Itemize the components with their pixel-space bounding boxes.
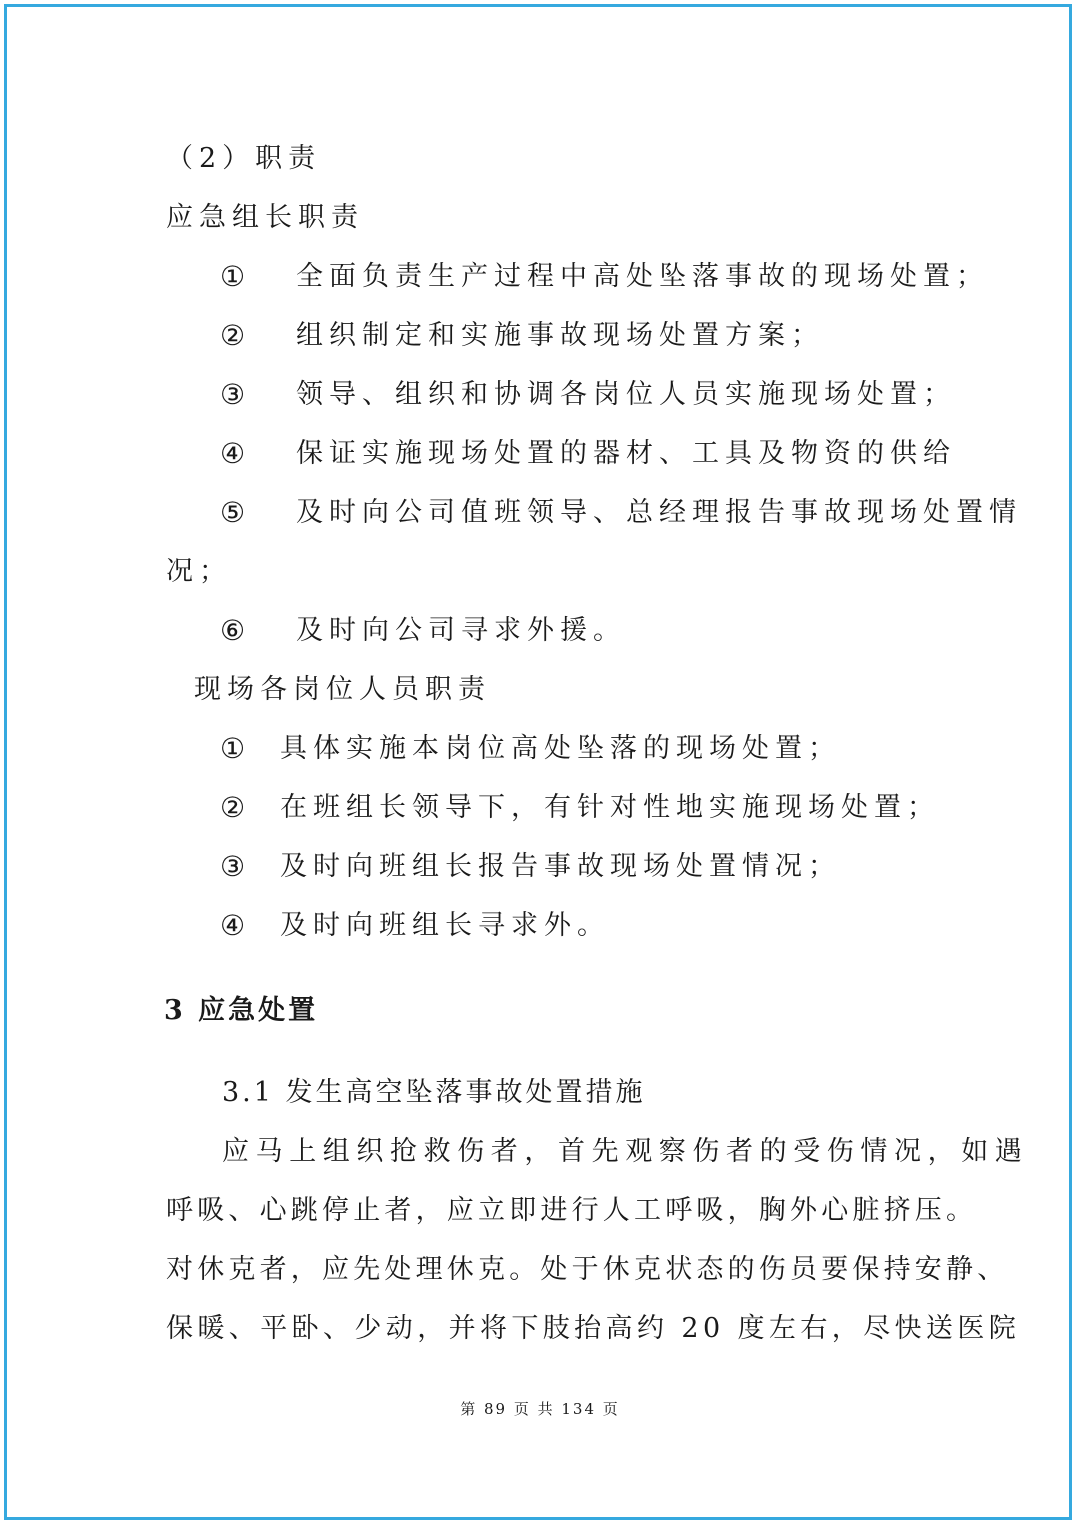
leader-item-number: ③ — [220, 378, 246, 411]
leader-item-text: 领导、组织和协调各岗位人员实施现场处置； — [296, 379, 956, 410]
staff-item-number: ③ — [220, 850, 246, 883]
paragraph-line: 呼吸、心跳停止者，应立即进行人工呼吸，胸外心脏挤压。 — [166, 1195, 978, 1226]
staff-duty-title: 现场各岗位人员职责 — [194, 674, 491, 705]
leader-item-text: 全面负责生产过程中高处坠落事故的现场处置； — [296, 261, 989, 292]
staff-item-text: 及时向班组长寻求外。 — [280, 910, 610, 941]
leader-item-text: 保证实施现场处置的器材、工具及物资的供给 — [296, 438, 956, 469]
staff-item-text: 具体实施本岗位高处坠落的现场处置； — [280, 733, 841, 764]
leader-item-number: ⑤ — [220, 496, 246, 529]
staff-item-number: ② — [220, 791, 246, 824]
section-3-heading: 3 应急处置 — [164, 995, 319, 1026]
section-3-1-heading: 3.1 发生高空坠落事故处置措施 — [222, 1077, 646, 1108]
staff-item-number: ① — [220, 732, 246, 765]
duty-heading: （2）职责 — [166, 143, 322, 174]
leader-item-text: 组织制定和实施事故现场处置方案； — [296, 320, 824, 351]
paragraph-line: 应马上组织抢救伤者，首先观察伤者的受伤情况，如遇 — [222, 1136, 1029, 1167]
leader-item-number: ④ — [220, 437, 246, 470]
paragraph-line: 保暖、平卧、少动，并将下肢抬高约 20 度左右，尽快送医院 — [166, 1313, 1021, 1344]
page-number-footer: 第 89 页 共 134 页 — [460, 1400, 620, 1418]
leader-item-text: 及时向公司寻求外援。 — [296, 615, 626, 646]
leader-item-text: 及时向公司值班领导、总经理报告事故现场处置情 — [296, 497, 1022, 528]
staff-item-number: ④ — [220, 909, 246, 942]
leader-item-continuation: 况； — [166, 556, 232, 587]
staff-item-text: 及时向班组长报告事故现场处置情况； — [280, 851, 841, 882]
leader-item-number: ① — [220, 260, 246, 293]
leader-item-number: ⑥ — [220, 614, 246, 647]
leader-duty-title: 应急组长职责 — [166, 202, 364, 233]
staff-item-text: 在班组长领导下，有针对性地实施现场处置； — [280, 792, 940, 823]
leader-item-number: ② — [220, 319, 246, 352]
paragraph-line: 对休克者，应先处理休克。处于休克状态的伤员要保持安静、 — [166, 1254, 1009, 1285]
